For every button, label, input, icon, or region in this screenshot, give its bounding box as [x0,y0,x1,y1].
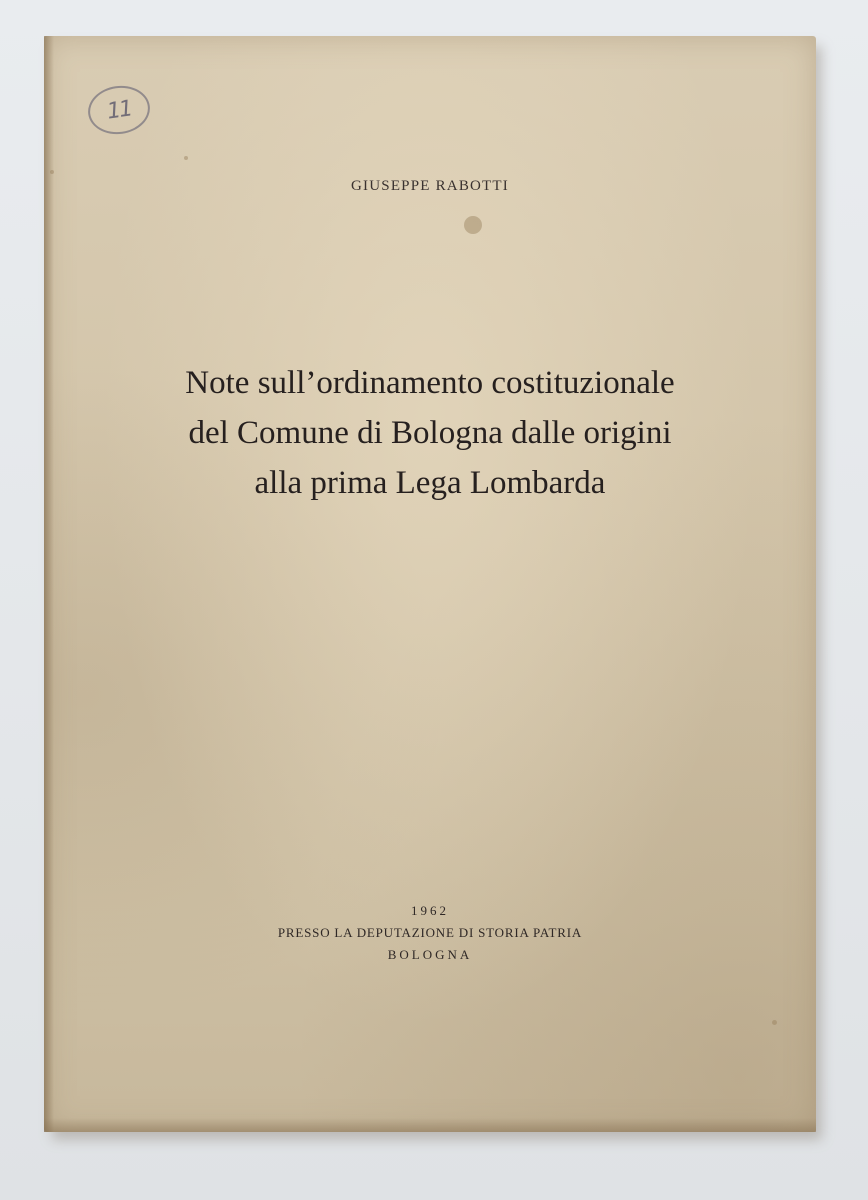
author-name: GIUSEPPE RABOTTI [351,178,509,194]
publisher: PRESSO LA DEPUTAZIONE DI STORIA PATRIA [277,925,583,940]
stain-spot [184,156,188,160]
publication-city: BOLOGNA [387,947,473,962]
stain-spot [772,1020,777,1025]
stain-spot [464,216,482,234]
title-line: Note sull’ordinamento costituzionale [185,365,675,401]
title-line: del Comune di Bologna dalle origini [188,415,672,451]
corner-mark: 11 [85,82,153,138]
book-title [44,358,816,508]
booklet-cover [44,36,816,1132]
imprint [44,900,816,966]
spine-edge [44,36,54,1132]
bottom-edge [44,1118,816,1132]
title-line: alla prima Lega Lombarda [254,465,606,501]
publication-year: 1962 [411,903,449,918]
stain-spot [50,170,54,174]
